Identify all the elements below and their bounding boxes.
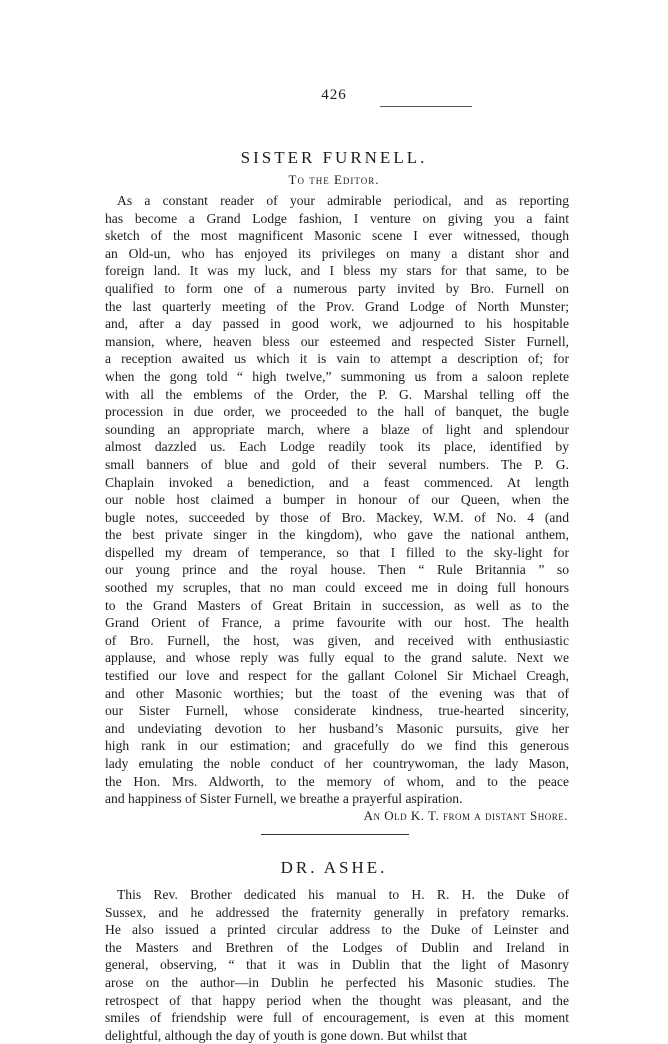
text-line: with all the emblems of the Order, the P. G. Marshal telling off the bbox=[105, 386, 569, 402]
header-rule bbox=[380, 106, 472, 107]
text-line: Grand Orient of France, a prime favourite with our host. The health bbox=[105, 615, 569, 631]
text-line: dispelled my dream of temperance, so that I filled to the sky-light for bbox=[105, 544, 569, 560]
text-line: lady emulating the noble conduct of her countrywoman, the lady Mason, bbox=[105, 756, 569, 771]
text-line: This Rev. Brother dedicated his manual to H. R. H. the Duke of bbox=[117, 887, 569, 902]
section-divider bbox=[261, 834, 409, 835]
text-line: and, after a day passed in good work, we adjourned to his hospitable bbox=[105, 316, 569, 332]
text-line: the best private singer in the kingdom), who gave the national anthem, bbox=[105, 527, 569, 543]
text-line: qualified to form one of a numerous party invited by Bro. Furnell on bbox=[105, 280, 569, 296]
article-title-sister-furnell: SISTER FURNELL. bbox=[240, 148, 428, 167]
text-line: general, observing, “ that it was in Dublin that the light of Masonry bbox=[105, 957, 569, 973]
text-line: to the Grand Masters of Great Britain in succession, as well as to the bbox=[105, 597, 569, 613]
text-line: As a constant reader of your admirable periodical, and as reporting bbox=[117, 193, 569, 208]
text-line: arose on the author—in Dublin he perfected his Masonic studies. The bbox=[105, 974, 569, 990]
text-line: the last quarterly meeting of the Prov. Grand Lodge of North Munster; bbox=[105, 298, 569, 314]
text-line: applause, and whose reply was fully equal to the grand salute. Next we bbox=[105, 650, 569, 666]
text-line: foreign land. It was my luck, and I bless my stars for that same, to be bbox=[105, 263, 569, 279]
text-line: and happiness of Sister Furnell, we breathe a prayerful aspiration. bbox=[105, 791, 463, 807]
text-line: the Hon. Mrs. Aldworth, to the memory of whom, and to the peace bbox=[105, 773, 569, 789]
text-line: bugle notes, succeeded by those of Bro. Mackey, W.M. of No. 4 (and bbox=[105, 509, 569, 525]
text-line: when the gong told “ high twelve,” summoning us from a saloon replete bbox=[105, 368, 569, 384]
text-line: our young prince and the royal house. Then “ Rule Britannia ” so bbox=[105, 562, 569, 578]
text-line: high rank in our estimation; and gracefully do we find this generous bbox=[105, 738, 569, 754]
article-body-dr-ashe bbox=[105, 886, 569, 1044]
text-line: Chaplain invoked a benediction, and a feast commenced. At length bbox=[105, 474, 569, 490]
text-line: Sussex, and he addressed the fraternity generally in prefatory remarks. bbox=[105, 904, 569, 920]
text-line: sounding an appropriate march, where a blaze of light and splendour bbox=[105, 421, 569, 437]
page-number: 426 bbox=[321, 87, 347, 103]
text-line: retrospect of that happy period when the thought was pleasant, and the bbox=[105, 992, 569, 1008]
text-line: testified our love and respect for the gallant Colonel Sir Michael Creagh, bbox=[105, 668, 569, 684]
text-line: of Bro. Furnell, the host, was given, and received with enthusiastic bbox=[105, 632, 569, 648]
text-line: our noble host claimed a bumper in honour of our Queen, when the bbox=[105, 492, 569, 508]
article-title-dr-ashe: DR. ASHE. bbox=[280, 858, 388, 877]
text-line: smiles of friendship were full of encouragement, is even at this moment bbox=[105, 1010, 569, 1026]
text-line: almost dazzled us. Each Lodge readily took its place, identified by bbox=[105, 439, 569, 455]
article-body-sister-furnell bbox=[105, 192, 569, 808]
text-line: procession in due order, we proceeded to the hall of banquet, the bugle bbox=[105, 404, 569, 420]
text-line: the Masters and Brethren of the Lodges of Dublin and Ireland in bbox=[105, 939, 569, 955]
text-line: sketch of the most magnificent Masonic scene I ever witnessed, though bbox=[105, 228, 569, 244]
article-addressee: To the Editor. bbox=[288, 172, 380, 187]
text-line: our Sister Furnell, whose considerate kindness, true-hearted sincerity, bbox=[105, 703, 569, 719]
text-line: soothed my scruples, that no man could exceed me in doing full honours bbox=[105, 580, 569, 596]
text-line: He also issued a printed circular address to the Duke of Leinster and bbox=[105, 922, 569, 938]
text-line: mansion, where, heaven bless our esteemed and respected Sister Furnell, bbox=[105, 333, 569, 349]
text-line: and undeviating devotion to her husband’s Masonic pursuits, give her bbox=[105, 720, 569, 736]
text-line: a reception awaited us which it is vain to attempt a description of; for bbox=[105, 351, 569, 367]
text-line: and other Masonic worthies; but the toast of the evening was that of bbox=[105, 685, 569, 701]
text-line: small banners of blue and gold of their several numbers. The P. G. bbox=[105, 456, 569, 472]
article-signature: An Old K. T. from a distant Shore. bbox=[363, 808, 568, 823]
text-line: has become a Grand Lodge fashion, I venture on giving you a faint bbox=[105, 210, 569, 226]
text-line: delightful, although the day of youth is gone down. But whilst that bbox=[105, 1027, 468, 1043]
text-line: an Old-un, who has enjoyed its privileges on many a distant shor and bbox=[105, 245, 569, 261]
